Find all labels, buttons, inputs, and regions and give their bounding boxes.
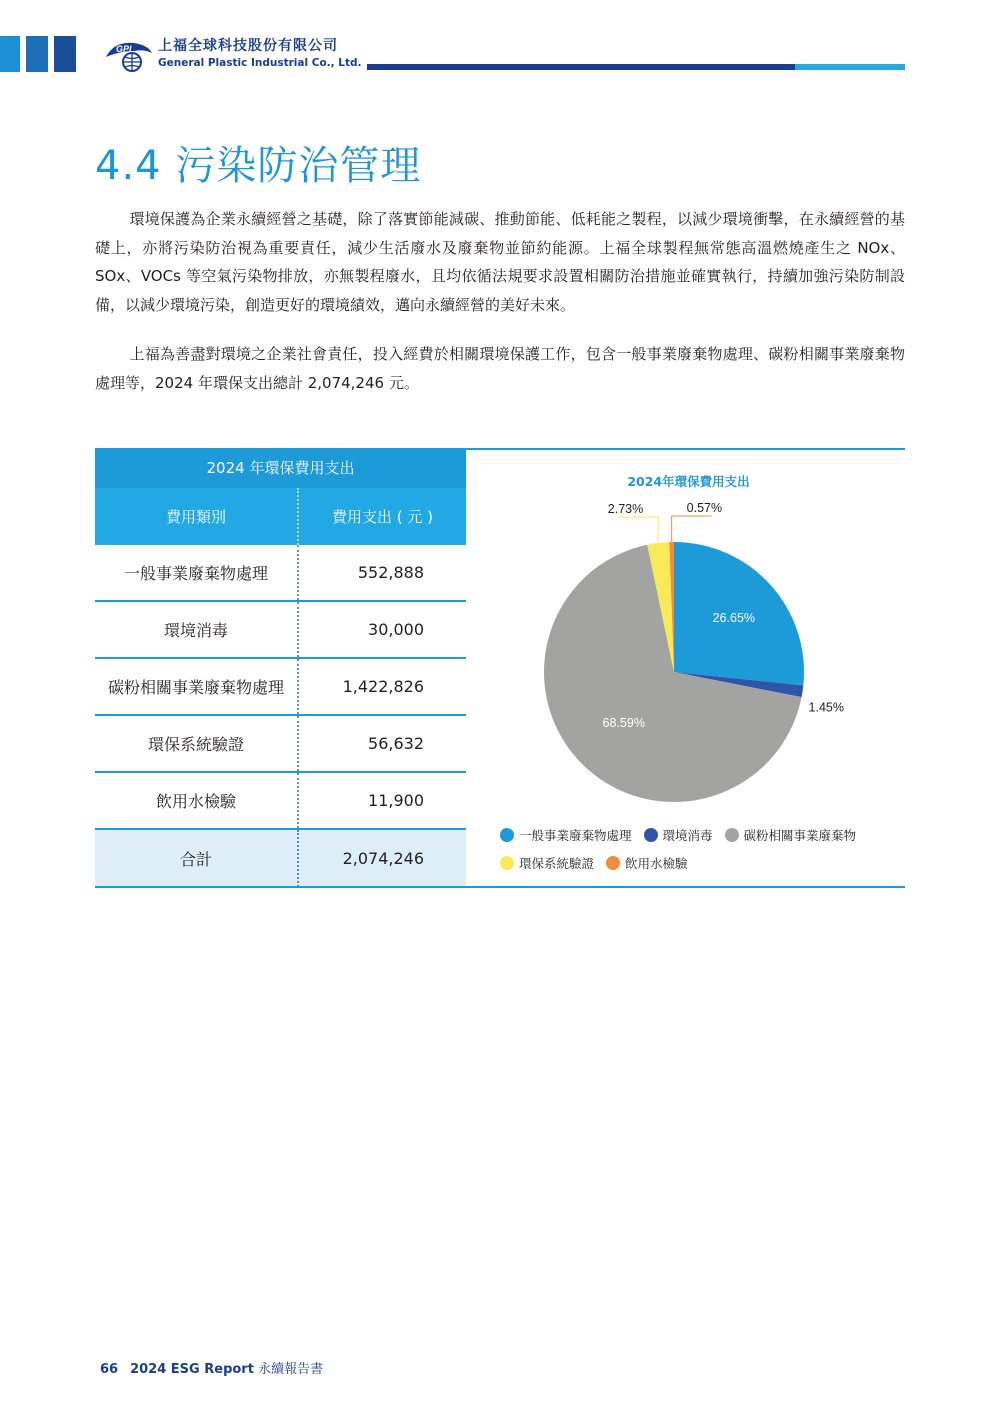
row-category: 環境消毒 [95,602,299,657]
row-amount: 30,000 [368,620,424,639]
report-name-zh: 永續報告書 [258,1362,324,1377]
total-amount: 2,074,246 [342,849,424,868]
header-rule-light [795,64,905,70]
header-color-blocks [0,36,76,72]
table-row [95,545,466,602]
paragraph-intro: 環境保護為企業永續經營之基礎，除了落實節能減碳、推動節能、低耗能之製程，以減少環境衝擊，在永續經營的基礎上，亦將污染防治視為重要責任，減少生活廢水及廢棄物並節約能源。上福全球製程無常態高溫燃燒產生之 NOx、SOx、VOCs 等空氣污染物排放，亦無製程廢水，且均依循法規要求設置相關防治措施並確實執行，持續加強污染防制設備，以減少環境污染，創造更好的環境績效，邁向永續經營的美好未來。 [95,210,905,314]
report-name: 2024 ESG Report [130,1362,254,1377]
table-row [95,716,466,773]
company-name-zh: 上福全球科技股份有限公司 [158,38,338,54]
row-category: 碳粉相關事業廢棄物處理 [95,659,299,714]
legend-swatch [725,828,739,842]
expenditure-table [95,448,466,887]
table-row [95,773,466,830]
section-title: 4.4 污染防治管理 [95,143,422,189]
pie-chart-panel [466,450,905,886]
paragraph-expenditure: 上福為善盡對環境之企業社會責任，投入經費於相關環境保護工作，包含一般事業廢棄物處理、碳粉相關事業廢棄物處理等，2024 年環保支出總計 2,074,246 元。 [95,345,905,392]
legend-label: 飲用水檢驗 [625,856,688,871]
legend-item [500,854,594,872]
row-category: 飲用水檢驗 [95,773,299,828]
logo-text: GPI [116,44,132,54]
total-label: 合計 [95,830,299,887]
leader-line [672,516,712,542]
section-bottom-rule [95,886,905,888]
table-title: 2024 年環保費用支出 [95,448,466,488]
header-rule-dark [367,64,795,70]
legend-swatch [606,856,620,870]
header-block [54,36,76,72]
legend-item [606,854,688,872]
table-row [95,602,466,659]
header-amount: 費用支出 ( 元 ) [331,508,433,526]
legend-swatch [644,828,658,842]
legend-label: 碳粉相關事業廢棄物 [743,828,857,843]
page-number: 66 [100,1362,119,1377]
slice-label: 68.59% [602,715,645,730]
legend-label: 一般事業廢棄物處理 [519,828,632,843]
table-row [95,659,466,716]
row-category: 環保系統驗證 [95,716,299,771]
legend-item [644,826,713,844]
page-footer [100,1358,323,1377]
header-block [26,36,48,72]
legend-swatch [500,856,514,870]
table-total-row [95,830,466,887]
company-name-en: General Plastic Industrial Co., Ltd. [158,57,362,69]
row-amount: 552,888 [357,563,424,582]
legend-item [500,826,632,844]
gpi-logo-icon [104,37,154,73]
header-block [0,36,20,72]
row-amount: 1,422,826 [342,677,424,696]
table-header-row [95,488,466,545]
leader-line [618,517,658,543]
slice-label: 1.45% [808,700,845,715]
legend-item [725,826,857,844]
legend-label: 環保系統驗證 [519,856,595,871]
chart-legend [500,826,900,872]
pie-chart [466,450,905,820]
company-name [158,38,362,69]
chart-title: 2024年環保費用支出 [627,474,750,489]
row-category: 一般事業廢棄物處理 [95,545,299,600]
slice-label: 2.73% [607,501,644,516]
legend-label: 環境消毒 [662,828,713,843]
header-category: 費用類別 [95,488,299,545]
slice-label: 26.65% [712,611,756,626]
slice-label: 0.57% [686,501,723,516]
legend-swatch [500,828,514,842]
row-amount: 56,632 [368,734,424,753]
row-amount: 11,900 [368,791,424,810]
